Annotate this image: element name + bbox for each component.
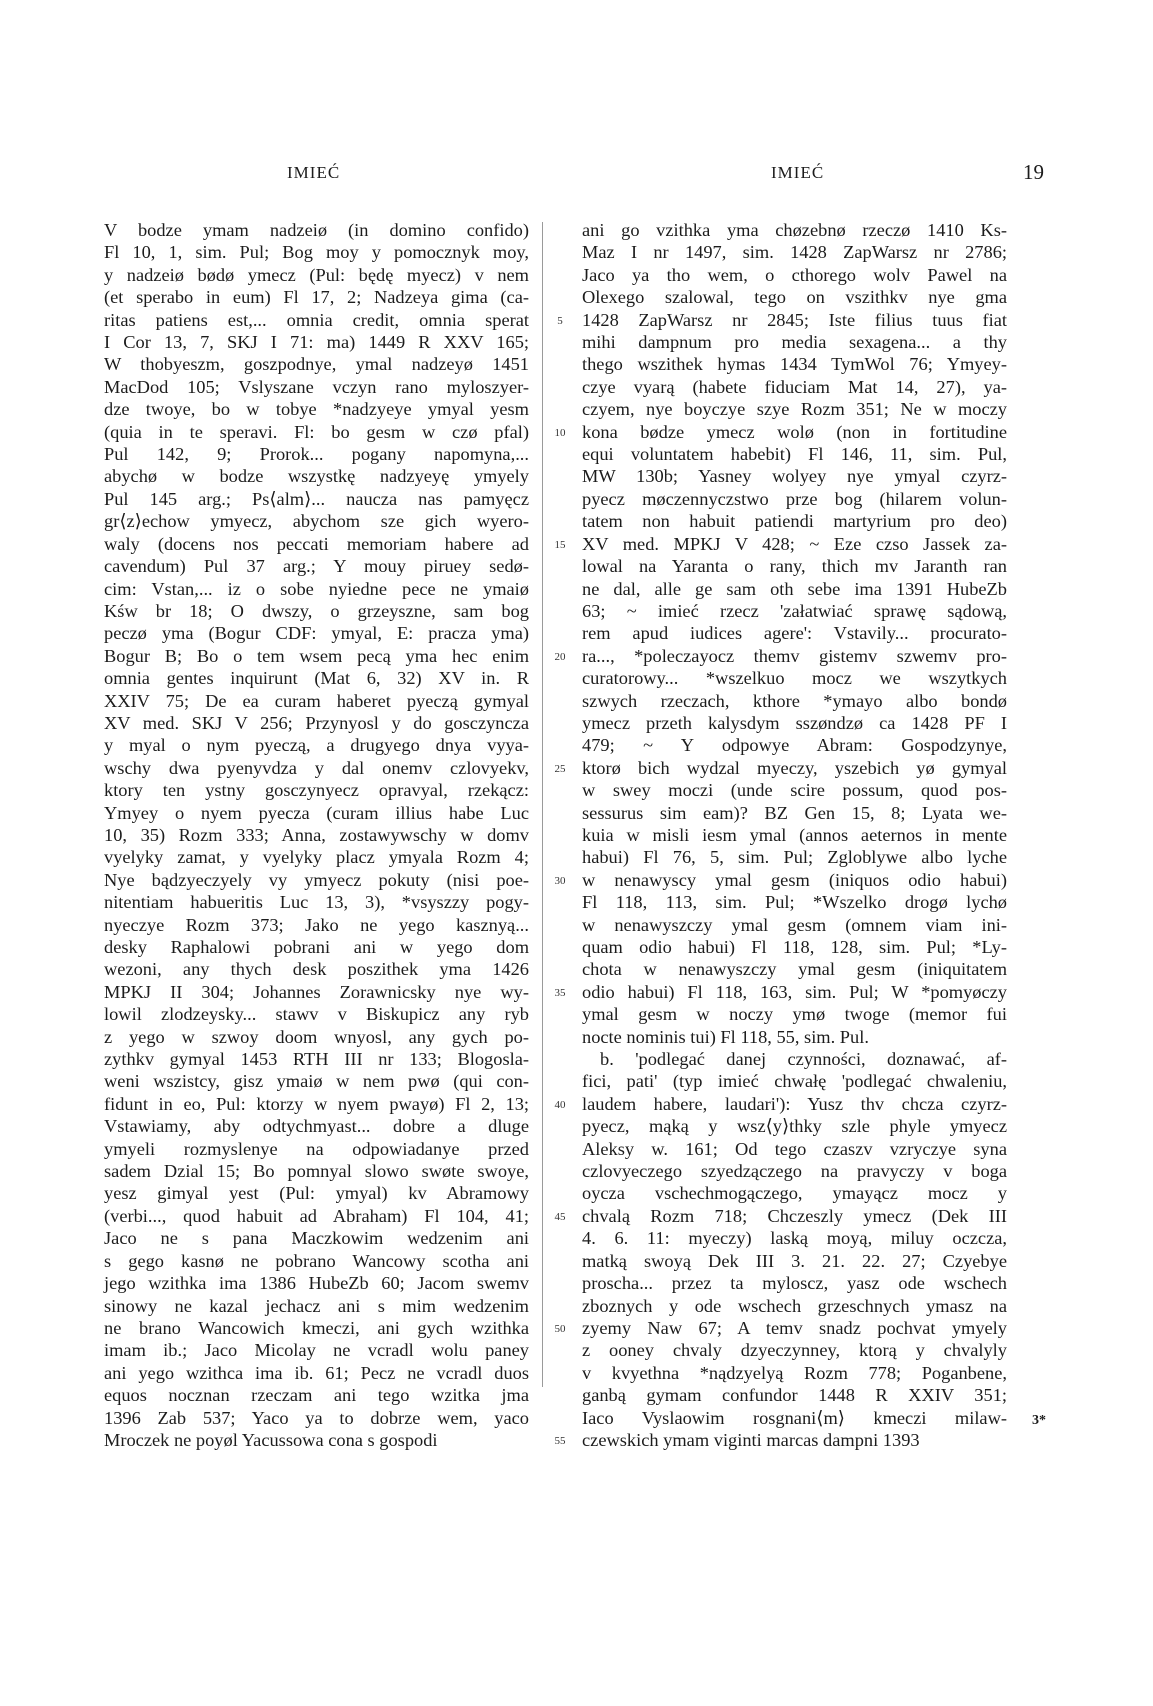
text-line: jego wzithka ima 1386 HubeZb 60; Jacom swemv — [104, 1273, 529, 1294]
text-line: fidunt in eo, Pul: ktorzy w nyem pwayø) Fl 2, 13; — [104, 1093, 529, 1114]
text-line: czyem, nye boyczye szye Rozm 351; Ne w moczy — [582, 399, 1007, 420]
text-line: ktory ten ystny gosczynyecz opravyal, rzekącz: — [104, 780, 529, 801]
text-line: Kśw br 18; O dwszy, o grzeyszne, sam bog — [104, 600, 529, 621]
text-line: desky Raphalowi pobrani ani w yego dom — [104, 937, 529, 957]
text-line: waly (docens nos peccati memoriam habere ad — [104, 533, 529, 554]
line-number: 5 — [557, 314, 563, 327]
text-line: equi voluntatem habebit) Fl 146, 11, sim. Pul, — [582, 444, 1007, 465]
text-line: czye vyarą (habete fiduciam Mat 14, 27), ya- — [582, 376, 1007, 397]
text-line: (quia in te speravi. Fl: bo gesm w czø pfal) — [104, 421, 529, 442]
text-line: Aleksy w. 161; Od tego czaszv vzryczye syna — [582, 1138, 1007, 1159]
line-number: 10 — [554, 426, 566, 439]
running-head-right: IMIEĆ — [771, 163, 825, 182]
line-number: 40 — [554, 1098, 566, 1111]
text-line: ymecz przeth kalysdym sszøndzø ca 1428 PF I — [582, 712, 1007, 733]
text-line: Nye bądzyeczyely vy ymyecz pokuty (nisi poe- — [104, 869, 529, 890]
line-number: 50 — [554, 1322, 566, 1335]
text-line: Mroczek ne poyøl Yacussowa cona s gospodi — [104, 1429, 438, 1450]
text-line: Fl 10, 1, sim. Pul; Bog moy y pomocznyk moy, — [104, 242, 529, 263]
line-number: 15 — [554, 538, 566, 551]
page-number: 19 — [1023, 160, 1044, 184]
text-line: (verbi..., quod habuit ad Abraham) Fl 104, 41; — [104, 1205, 529, 1226]
text-line: z ooney chvaly dzyeczynney, ktorą y chvalyly — [582, 1340, 1007, 1361]
text-line: mihi dampnum pro media sexagena... a thy — [582, 332, 1007, 353]
text-line: czlovyeczego szyedzączego na pravyczy v boga — [582, 1161, 1007, 1182]
text-line: Iaco Vyslaowim rosgnani⟨m⟩ kmeczi milaw- — [582, 1407, 1007, 1428]
text-line: kuia w misli iesm ymal (annos aeternos in mente — [582, 824, 1007, 845]
text-line: Jaco ne s pana Maczkowim wedzenim ani — [104, 1228, 529, 1249]
text-line: z yego w szwoy doom wnyosl, any gych po- — [104, 1026, 529, 1047]
line-number: 55 — [554, 1434, 566, 1447]
line-number: 20 — [554, 650, 566, 663]
text-line: zythkv gymyal 1453 RTH III nr 133; Blogosla- — [104, 1049, 529, 1070]
text-line: v kvyethna *nądzyelyą Rozm 778; Poganbene, — [582, 1362, 1007, 1383]
text-line: y myal o nym pyeczą, a drugyego dnya vyya- — [104, 735, 529, 756]
running-head-left: IMIEĆ — [287, 163, 341, 182]
text-line: sessurus sim eam)? BZ Gen 15, 8; Lyata we- — [582, 802, 1007, 823]
text-line: cavendum) Pul 37 arg.; Y mouy piruey sedø- — [104, 556, 529, 577]
text-line: sadem Dzial 15; Bo pomnyal slowo swøte swoye, — [104, 1161, 529, 1182]
text-line: yesz gimyal yest (Pul: ymyal) kv Abramowy — [104, 1183, 529, 1204]
line-number: 45 — [554, 1210, 566, 1223]
text-line: peczø yma (Bogur CDF: ymyal, E: pracza yma) — [104, 623, 529, 644]
text-line: oycza vschechmogączego, ymayącz mocz y — [582, 1183, 1007, 1204]
text-line: w nenawyszczy ymal gesm (omnem viam ini- — [582, 914, 1007, 935]
text-line: ritas patiens est,... omnia credit, omnia sperat — [104, 309, 529, 330]
text-line: 10, 35) Rozm 333; Anna, zostawywschy w domv — [104, 824, 529, 845]
text-line: nyeczye Rozm 373; Jako ne yego kasznyą... — [104, 914, 529, 935]
text-line: wezoni, any thych desk poszithek yma 1426 — [104, 959, 529, 980]
text-line: ymal gesm w noczy ymø twoge (memor fui — [582, 1004, 1007, 1025]
text-line: ne dal, alle ge sam oth sebe ima 1391 HubeZb — [582, 578, 1007, 599]
text-line: y nadzeiø bødø ymecz (Pul: będę myecz) v nem — [104, 264, 529, 285]
text-line: ganbą gymam confundor 1448 R XXIV 351; — [582, 1385, 1007, 1406]
line-number: 35 — [554, 986, 566, 999]
text-line: ani yego wzithca ima ib. 61; Pecz ne vcradl duos — [104, 1362, 529, 1383]
text-line: rem apud iudices agere': Vstavily... procurato- — [582, 623, 1007, 644]
text-line: omnia gentes inquirunt (Mat 6, 32) XV in. R — [104, 668, 529, 689]
text-line: fici, pati' (typ imieć chwałę 'podlegać chwaleniu, — [582, 1071, 1007, 1092]
text-line: 4. 6. 11: myeczy) laską moyą, miluy oczcza, — [582, 1228, 1007, 1249]
text-line: 63; ~ imieć rzecz 'załatwiać sprawę sądową, — [582, 600, 1007, 621]
text-line: zyemy Naw 67; A temv snadz pochvat ymyely — [582, 1317, 1007, 1338]
text-line: pyecz møczennyczstwo prze bog (hilarem volun- — [582, 488, 1007, 509]
text-line: Jaco ya tho wem, o cthorego wolv Pawel na — [582, 264, 1007, 285]
text-line: ktorø bich wydzal myeczy, yszebich yø gymyal — [582, 757, 1007, 778]
text-line: MacDod 105; Vslyszane vczyn rano myloszyer- — [104, 376, 529, 397]
text-line: thego wszithek hymas 1434 TymWol 76; Ymyey- — [582, 354, 1007, 375]
text-line: czewskich ymam viginti marcas dampni 1393 — [582, 1429, 920, 1450]
text-line: ani go vzithka yma chøzebnø rzeczø 1410 Ks- — [582, 220, 1007, 240]
text-line: MPKJ II 304; Johannes Zorawnicsky nye wy- — [104, 981, 529, 1002]
text-line: gr⟨z⟩echow ymyecz, abychom sze gich wyero- — [104, 511, 529, 532]
text-line: Vstawiamy, aby odtychmyast... dobre a dluge — [104, 1116, 529, 1137]
text-line: curatorowy... *wszelkuo mocz we wszytkych — [582, 668, 1007, 689]
text-line: Pul 142, 9; Prorok... pogany napomyna,... — [104, 444, 529, 465]
text-line: chota w nenawyszczy ymal gesm (iniquitatem — [582, 959, 1007, 980]
text-line: XV med. MPKJ V 428; ~ Eze czso Jassek za- — [582, 533, 1007, 554]
text-line: XV med. SKJ V 256; Przynyosl y do gosczyncza — [104, 712, 529, 733]
text-line: sinowy ne kazal jechacz ani s mim wedzenim — [104, 1295, 529, 1316]
column-divider — [542, 222, 543, 1387]
text-line: ymyeli rozmyslenye na odpowiadanye przed — [104, 1138, 529, 1159]
text-line: I Cor 13, 7, SKJ I 71: ma) 1449 R XXV 165; — [104, 332, 529, 353]
text-line: szwych rzeczach, kthore *ymayo albo bondø — [582, 690, 1007, 711]
right-column — [582, 219, 1007, 1451]
text-line: zboznych y ode wschech grzeschnych ymasz na — [582, 1295, 1007, 1316]
text-line: Bogur B; Bo o tem wsem pecą yma hec enim — [104, 645, 529, 666]
text-line: nitentiam habueritis Luc 13, 3), *vsyszzy pogy- — [104, 892, 529, 913]
text-line: tatem non habuit patiendi martyrium pro deo) — [582, 511, 1007, 532]
text-line: nocte nominis tui) Fl 118, 55, sim. Pul. — [582, 1026, 869, 1047]
text-line: matką swoyą Dek III 3. 21. 22. 27; Czyebye — [582, 1250, 1007, 1271]
line-number: 25 — [554, 762, 566, 775]
text-line: kona bødze ymecz wolø (non in fortitudine — [582, 421, 1007, 442]
text-line: equos nocznan rzeczam ani tego wzitka jma — [104, 1385, 529, 1406]
text-line: MW 130b; Yasney wolyey nye ymyal czyrz- — [582, 466, 1007, 487]
text-line: vyelyky zamat, y vyelyky placz ymyala Rozm 4; — [104, 847, 529, 868]
text-line: wschy dwa pyenyvdza y dal onemv czlovyekv, — [104, 757, 529, 778]
text-line: odio habui) Fl 118, 163, sim. Pul; W *pomyøczy — [582, 981, 1007, 1002]
text-line: ra..., *poleczayocz themv gistemv szwemv pro- — [582, 645, 1007, 666]
text-line: abychø w bodze wszystkę nadzyeyę ymyely — [104, 466, 529, 487]
text-line: habui) Fl 76, 5, sim. Pul; Zgloblywe albo lyche — [582, 847, 1007, 868]
signature-mark: 3* — [1032, 1413, 1046, 1428]
text-line: lowil zlodzeysky... stawv v Biskupicz any ryb — [104, 1004, 529, 1025]
text-line: quam odio habui) Fl 118, 128, sim. Pul; *Ly- — [582, 937, 1007, 957]
text-line: (et sperabo in eum) Fl 17, 2; Nadzeya gima (ca- — [104, 287, 529, 308]
text-line: XXIV 75; De ea curam haberet pyeczą gymyal — [104, 690, 529, 711]
text-line: 1396 Zab 537; Yaco ya to dobrze wem, yaco — [104, 1407, 529, 1428]
text-line: Pul 145 arg.; Ps⟨alm⟩... naucza nas pamyęcz — [104, 488, 529, 509]
text-line: dze twoye, bo w tobye *nadzyeye ymyal yesm — [104, 399, 529, 420]
text-line: w nenawyscy ymal gesm (iniquos odio habui) — [582, 869, 1007, 890]
text-line: b. 'podlegać danej czynności, doznawać, af- — [600, 1049, 1007, 1070]
text-line: proscha... przez ta myloscz, yasz ode wschech — [582, 1273, 1007, 1294]
text-line: W thobyeszm, goszpodnye, ymal nadzeyø 1451 — [104, 354, 529, 375]
text-line: lowal na Yaranta o rany, thich mv Jaranth ran — [582, 556, 1007, 577]
text-line: weni wszistcy, gisz ymaiø w nem pwø (qui con- — [104, 1071, 529, 1092]
text-line: 479; ~ Y odpowye Abram: Gospodzynye, — [582, 735, 1007, 756]
text-line: 1428 ZapWarsz nr 2845; Iste filius tuus fiat — [582, 309, 1007, 330]
text-line: Olexego szalowal, tego on vszithkv nye gma — [582, 287, 1007, 308]
text-line: s gego kasnø ne pobrano Wancowy scotha ani — [104, 1250, 529, 1271]
text-line: Maz I nr 1497, sim. 1428 ZapWarsz nr 2786; — [582, 242, 1007, 263]
text-line: ne brano Wancowich kmeczi, ani gych wzithka — [104, 1317, 529, 1338]
text-line: laudem habere, laudari'): Yusz thv chcza czyrz- — [582, 1093, 1007, 1114]
line-number: 30 — [554, 874, 566, 887]
text-line: w swey moczi (unde scire possum, quod pos- — [582, 780, 1007, 801]
left-column — [104, 219, 529, 1451]
text-line: pyecz, mąką y wsz⟨y⟩thky szle phyle ymyecz — [582, 1116, 1007, 1137]
text-line: chvalą Rozm 718; Chczeszly ymecz (Dek III — [582, 1205, 1007, 1226]
text-line: Ymyey o nyem pyecza (curam illius habe Luc — [104, 802, 529, 823]
text-line: V bodze ymam nadzeiø (in domino confido) — [104, 220, 529, 240]
text-line: Fl 118, 113, sim. Pul; *Wszelko drogø lychø — [582, 892, 1007, 913]
text-line: cim: Vstan,... iz o sobe nyiedne pece ne ymaiø — [104, 578, 529, 599]
text-line: imam ib.; Jaco Micolay ne vcradl wolu paney — [104, 1340, 529, 1361]
